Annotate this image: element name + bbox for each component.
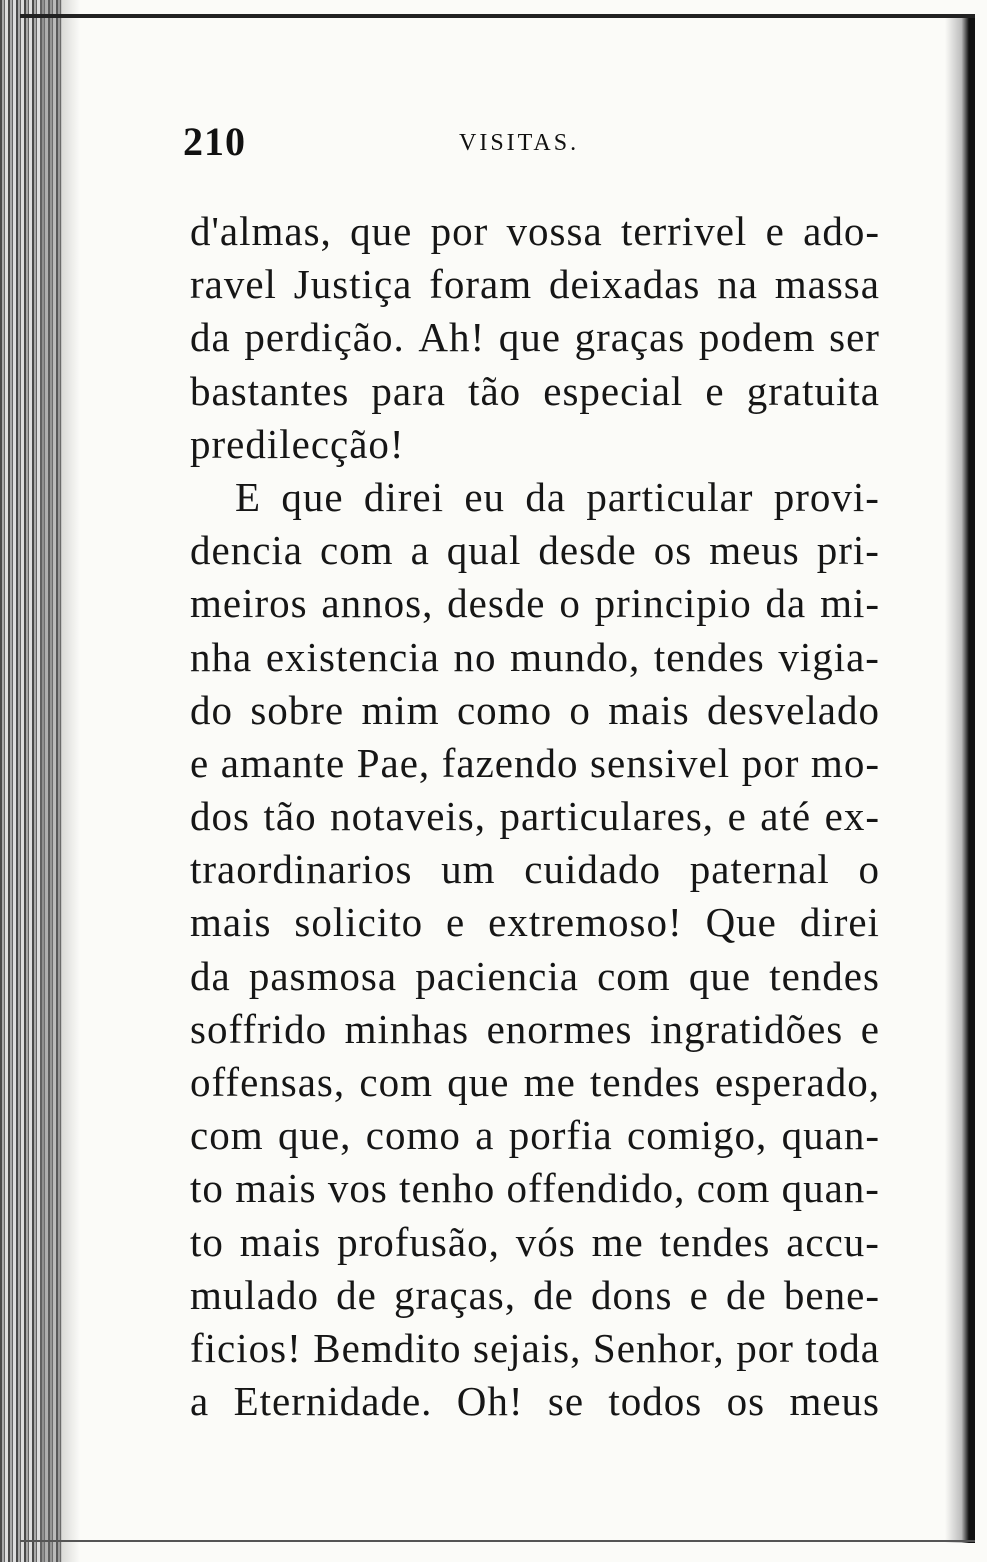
word: traordinarios (190, 846, 413, 893)
word: com (597, 952, 671, 999)
word: paciencia (415, 952, 579, 999)
word: no (453, 633, 497, 680)
word: bastantes (190, 367, 350, 414)
word: nha (190, 633, 253, 680)
word: desde (538, 527, 637, 574)
word: que (281, 473, 344, 520)
word: particular (586, 473, 754, 520)
word: terrivel (620, 208, 748, 254)
word: desde (447, 580, 546, 627)
word: um (441, 846, 496, 893)
word: tendes (659, 1218, 771, 1265)
text-line (190, 418, 880, 471)
text-line (190, 1162, 880, 1215)
text-line (190, 471, 880, 524)
word: ravel (190, 261, 277, 308)
word: da (525, 473, 567, 520)
word: qual (446, 527, 522, 574)
word: annos, (321, 580, 434, 627)
word: to (190, 1165, 224, 1212)
word: se (547, 1378, 585, 1425)
text-line (190, 896, 880, 949)
word: a (410, 527, 430, 574)
word: existencia (265, 633, 440, 680)
text-line (190, 790, 880, 843)
word: desvelado (707, 686, 880, 733)
word: meiros (190, 580, 308, 627)
word: direi (363, 473, 445, 520)
text-line (190, 365, 880, 418)
word: o (858, 846, 880, 893)
word: Bemdito (313, 1324, 462, 1371)
word: como (456, 686, 553, 733)
word: extremoso! (488, 899, 683, 946)
word: Pae, (356, 739, 431, 786)
word: como (365, 1112, 461, 1159)
word: ingratidões (650, 1005, 844, 1052)
word: meus (789, 1378, 880, 1425)
word: tendes (769, 952, 880, 999)
word: mi- (820, 580, 880, 627)
word: amante (220, 739, 346, 786)
word: todos (608, 1378, 703, 1425)
running-title: VISITAS. (459, 130, 580, 156)
word: a (190, 1378, 210, 1425)
word: com (190, 1112, 264, 1159)
text-line (190, 631, 880, 684)
word: e (190, 739, 210, 786)
word: os (653, 527, 693, 574)
word: que (688, 952, 752, 999)
page-header (183, 112, 883, 172)
text-line (190, 1216, 880, 1269)
page-right-edge (945, 18, 975, 1543)
word: da (765, 580, 807, 627)
word: do (190, 686, 233, 733)
word: bene- (783, 1271, 880, 1318)
text-line (190, 684, 880, 737)
word: particulares, (499, 793, 715, 840)
word: enormes (486, 1005, 633, 1052)
word: e (705, 367, 725, 414)
text-line (190, 1003, 880, 1056)
word: me (591, 1218, 644, 1265)
word: accu- (786, 1218, 880, 1265)
word: gratuita (746, 367, 880, 414)
word: Senhor, (592, 1324, 725, 1371)
text-line (190, 577, 880, 630)
text-line (190, 311, 880, 364)
word: por (736, 1324, 794, 1371)
word: vos (327, 1165, 388, 1212)
word: profusão, (337, 1218, 500, 1265)
word: especial (543, 367, 684, 414)
word: vós (515, 1218, 576, 1265)
word: tendes (653, 633, 765, 680)
word: meus (709, 527, 800, 574)
word: foram (429, 261, 533, 308)
word: perdição. (244, 314, 405, 361)
word: mim (361, 686, 440, 733)
word: vigia- (778, 633, 880, 680)
word: d'almas, (190, 208, 332, 254)
body-text (190, 205, 880, 1428)
word: de (336, 1271, 377, 1318)
word: to (190, 1218, 224, 1265)
word: que, (277, 1112, 352, 1159)
word: da (190, 952, 231, 999)
word: o (559, 580, 581, 627)
word: tão (468, 367, 522, 414)
word: me (523, 1059, 576, 1105)
binding-shadow (40, 0, 80, 1562)
text-line (190, 843, 880, 896)
text-line (190, 950, 880, 1003)
word: tendes (590, 1059, 701, 1105)
word: a (475, 1112, 495, 1159)
word: sejais, (473, 1324, 582, 1371)
word: de (533, 1271, 574, 1318)
word: até (760, 793, 812, 840)
word: o (569, 686, 591, 733)
word: Eternidade. (233, 1378, 433, 1425)
word: e (689, 1271, 709, 1318)
page-number: 210 (183, 119, 246, 164)
word: principio (594, 580, 752, 627)
word: predilecção! (190, 420, 405, 467)
text-line (190, 258, 880, 311)
word: dos (190, 793, 250, 840)
word: dons (591, 1271, 673, 1318)
word: mulado (190, 1271, 319, 1318)
word: offendido, (506, 1165, 686, 1212)
word: minhas (344, 1005, 470, 1052)
word: mo- (810, 739, 880, 786)
text-line (190, 524, 880, 577)
word: paternal (689, 846, 830, 893)
word: Justiça (293, 261, 413, 308)
word: quan- (781, 1112, 880, 1159)
page-bottom-edge (20, 1540, 975, 1542)
word: ser (829, 314, 880, 361)
word: por (430, 208, 489, 254)
word: pasmosa (248, 952, 398, 999)
word: direi (799, 899, 880, 946)
word: de (726, 1271, 767, 1318)
word: E (235, 473, 262, 520)
word: para (371, 367, 446, 414)
word: eu (464, 473, 506, 520)
word: esperado, (715, 1059, 880, 1105)
word: provi- (773, 473, 880, 520)
word: cuidado (524, 846, 662, 893)
word: fazendo (441, 739, 579, 786)
word: Oh! (456, 1378, 524, 1425)
word: mundo, (510, 633, 641, 680)
word: offensas, (190, 1059, 346, 1105)
word: massa (774, 261, 880, 308)
word: tão (263, 793, 317, 840)
word: que (350, 208, 413, 254)
word: quan- (781, 1165, 880, 1212)
word: pri- (816, 527, 880, 574)
word: solicito (294, 899, 424, 946)
text-line (190, 1322, 880, 1375)
text-line (190, 1269, 880, 1322)
word: comigo, (627, 1112, 768, 1159)
word: mais (608, 686, 690, 733)
word: que (447, 1059, 510, 1105)
word: que (498, 314, 561, 361)
word: com (319, 527, 394, 574)
word: Ah! (418, 314, 486, 361)
word: vossa (506, 208, 603, 254)
word: porfia (508, 1112, 613, 1159)
word: notaveis, (330, 793, 487, 840)
text-line (190, 1109, 880, 1162)
word: graças (574, 314, 686, 361)
word: graças, (394, 1271, 516, 1318)
word: e (860, 1005, 880, 1052)
word: os (726, 1378, 766, 1425)
word: sobre (250, 686, 345, 733)
word: toda (805, 1324, 880, 1371)
word: ado- (803, 208, 880, 254)
page-top-edge (20, 14, 975, 18)
word: mais (235, 1165, 317, 1212)
word: Que (705, 899, 777, 946)
text-line (190, 737, 880, 790)
word: ex- (824, 793, 880, 840)
text-line (190, 205, 880, 258)
word: mais (190, 899, 272, 946)
word: por (741, 739, 800, 786)
word: e (446, 899, 466, 946)
word: soffrido (190, 1005, 328, 1052)
word: tenho (399, 1165, 496, 1212)
word: com (696, 1165, 771, 1212)
word: da (190, 314, 231, 361)
word: deixadas (548, 261, 701, 308)
word: com (359, 1059, 433, 1105)
word: dencia (190, 527, 303, 574)
word: podem (698, 314, 816, 361)
word: sensivel (590, 739, 731, 786)
word: ficios! (190, 1324, 302, 1371)
word: e (765, 208, 785, 254)
word: mais (239, 1218, 322, 1265)
word: e (727, 793, 747, 840)
text-line (190, 1056, 880, 1109)
text-line (190, 1375, 880, 1428)
word: na (717, 261, 758, 308)
